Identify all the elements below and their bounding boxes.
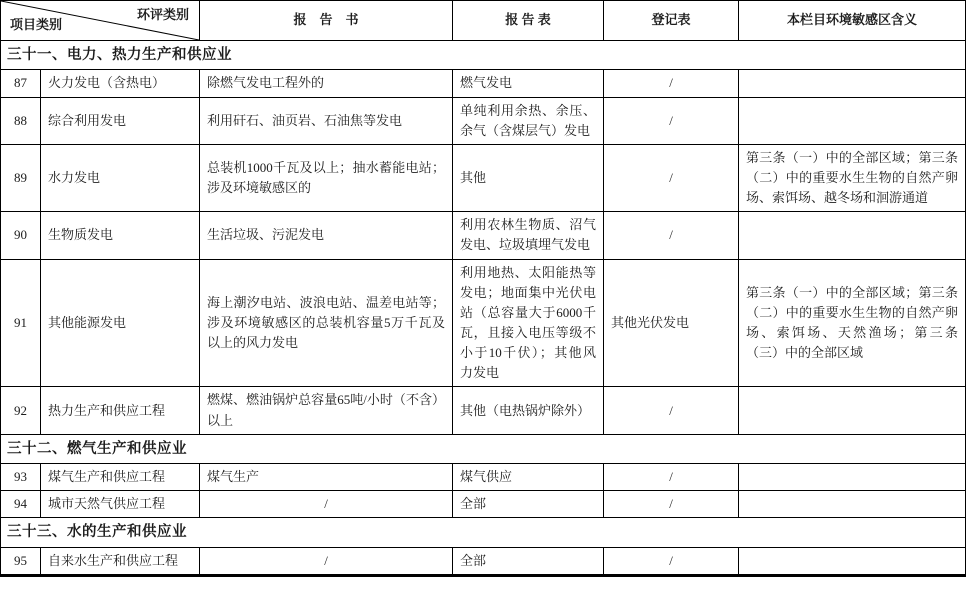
header-report-form: 报 告 表 [453,1,604,41]
table-row [1,387,966,434]
cell-register-form: / [604,464,739,491]
cell-register-form: 其他光伏发电 [604,259,739,387]
cell-sensitive-area [739,212,966,259]
header-corner-cell [1,1,200,41]
cell-register-form: / [604,70,739,97]
cell-sensitive-area [739,97,966,144]
cell-no: 90 [1,212,41,259]
header-register-form: 登记表 [604,1,739,41]
section-title: 三十二、燃气生产和供应业 [1,434,966,463]
cell-report-form: 煤气供应 [453,464,604,491]
cell-report-book: 海上潮汐电站、波浪电站、温差电站等；涉及环境敏感区的总装机容量5万千瓦及以上的风力发电 [200,259,453,387]
table-row [1,547,966,575]
cell-report-book: 除燃气发电工程外的 [200,70,453,97]
header-eia-category-label: 环评类别 [136,7,189,22]
cell-name: 煤气生产和供应工程 [41,464,200,491]
header-project-category-label: 项目类别 [10,16,63,32]
cell-name: 水力发电 [41,144,200,211]
header-sensitive-area: 本栏目环境敏感区含义 [739,1,966,41]
cell-report-book: 总装机1000千瓦及以上；抽水蓄能电站；涉及环境敏感区的 [200,144,453,211]
cell-report-form: 其他 [453,144,604,211]
cell-name: 城市天然气供应工程 [41,491,200,518]
cell-report-book: 生活垃圾、污泥发电 [200,212,453,259]
cell-register-form: / [604,547,739,575]
section-header-row [1,434,966,463]
cell-register-form: / [604,144,739,211]
cell-report-form: 利用地热、太阳能热等发电；地面集中光伏电站（总容量大于6000千瓦，且接入电压等级不小于10千伏）；其他风力发电 [453,259,604,387]
section-title: 三十一、电力、热力生产和供应业 [1,41,966,70]
table-row [1,97,966,144]
cell-sensitive-area: 第三条（一）中的全部区域；第三条（二）中的重要水生生物的自然产卵场、索饵场、天然渔场；第三条（三）中的全部区域 [739,259,966,387]
cell-no: 89 [1,144,41,211]
table-body [1,1,966,576]
cell-no: 92 [1,387,41,434]
cell-report-form: 全部 [453,547,604,575]
cell-sensitive-area [739,70,966,97]
cell-no: 94 [1,491,41,518]
table-row [1,464,966,491]
cell-register-form: / [604,212,739,259]
cell-sensitive-area [739,491,966,518]
cell-name: 热力生产和供应工程 [41,387,200,434]
cell-name: 生物质发电 [41,212,200,259]
cell-name: 综合利用发电 [41,97,200,144]
cell-name: 火力发电（含热电） [41,70,200,97]
table-row [1,212,966,259]
header-report-book: 报 告 书 [200,1,453,41]
cell-report-form: 燃气发电 [453,70,604,97]
cell-sensitive-area: 第三条（一）中的全部区域；第三条（二）中的重要水生生物的自然产卵场、索饵场、越冬场和洄游通道 [739,144,966,211]
cell-sensitive-area [739,387,966,434]
cell-register-form: / [604,97,739,144]
cell-report-book: 燃煤、燃油锅炉总容量65吨/小时（不含）以上 [200,387,453,434]
cell-register-form: / [604,387,739,434]
cell-report-book: 利用矸石、油页岩、石油焦等发电 [200,97,453,144]
cell-name: 其他能源发电 [41,259,200,387]
cell-no: 91 [1,259,41,387]
cell-report-form: 其他（电热锅炉除外） [453,387,604,434]
section-header-row [1,518,966,547]
table-row [1,70,966,97]
table-row [1,259,966,387]
table-header-row [1,1,966,41]
cell-report-form: 全部 [453,491,604,518]
cell-no: 95 [1,547,41,575]
cell-sensitive-area [739,547,966,575]
table-row [1,491,966,518]
section-title: 三十三、水的生产和供应业 [1,518,966,547]
cell-report-book: 煤气生产 [200,464,453,491]
cell-sensitive-area [739,464,966,491]
table-row [1,144,966,211]
cell-report-form: 单纯利用余热、余压、余气（含煤层气）发电 [453,97,604,144]
cell-report-form: 利用农林生物质、沼气发电、垃圾填埋气发电 [453,212,604,259]
cell-no: 87 [1,70,41,97]
cell-report-book: / [200,547,453,575]
section-header-row [1,41,966,70]
cell-no: 93 [1,464,41,491]
cell-register-form: / [604,491,739,518]
cell-report-book: / [200,491,453,518]
cell-no: 88 [1,97,41,144]
cell-name: 自来水生产和供应工程 [41,547,200,575]
